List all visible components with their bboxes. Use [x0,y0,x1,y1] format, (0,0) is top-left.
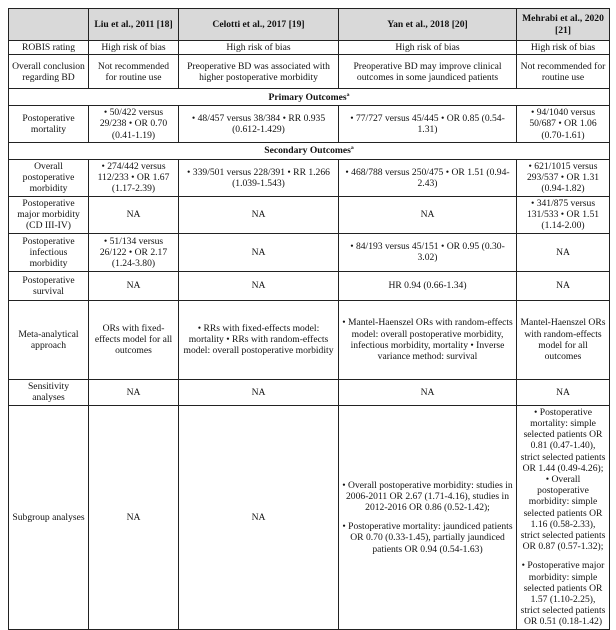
column-header-study: Yan et al., 2018 [20] [339,9,517,41]
row-label: Subgroup analyses [9,405,89,629]
table-cell: NA [517,379,610,405]
table-cell: • 341/875 versus 131/533 • OR 1.51 (1.14-2.00) [517,196,610,233]
table-cell: NA [179,405,339,629]
row-label: Postoperative mortality [9,106,89,143]
table-row [9,41,610,55]
table-cell: Preoperative BD was associated with higher postoperative morbidity [179,55,339,89]
table-cell: • Mantel-Haenszel ORs with random-effects model: overall postoperative morbidity, infectious morbidity, mortality • Inverse variance method: survival [339,300,517,379]
table-row [9,300,610,379]
table-row [9,196,610,233]
table-row [9,159,610,196]
table-cell: • 84/193 versus 45/151 • OR 0.95 (0.30-3.02) [339,233,517,271]
table-cell: NA [517,233,610,271]
table-cell: • 468/788 versus 250/475 • OR 1.51 (0.94-2.43) [339,159,517,196]
column-header-study: Liu et al., 2011 [18] [89,9,179,41]
table-cell: High risk of bias [339,41,517,55]
header-row [9,9,610,41]
table-cell: NA [339,196,517,233]
table-cell: High risk of bias [517,41,610,55]
table-cell: NA [179,271,339,300]
table-cell: • 94/1040 versus 50/687 • OR 1.06 (0.70-1.61) [517,106,610,143]
row-label: Overall conclusion regarding BD [9,55,89,89]
table-cell: • 77/727 versus 45/445 • OR 0.85 (0.54-1.31) [339,106,517,143]
section-heading: Secondary Outcomesª [9,142,610,159]
column-header-study: Mehrabi et al., 2020 [21] [517,9,610,41]
row-label: Overall postoperative morbidity [9,159,89,196]
table-cell: Not recommended for routine use [517,55,610,89]
table-cell: NA [339,379,517,405]
table-cell: • 274/442 versus 112/233 • OR 1.67 (1.17-2.39) [89,159,179,196]
table-cell: • 339/501 versus 228/391 • RR 1.266 (1.039-1.543) [179,159,339,196]
row-label: Meta-analytical approach [9,300,89,379]
table-cell: NA [179,233,339,271]
table-row [9,379,610,405]
table-cell: • 50/422 versus 29/238 • OR 0.70 (0.41-1.19) [89,106,179,143]
table-cell: Not recommended for routine use [89,55,179,89]
table-cell: Mantel-Haenszel ORs with random-effects model for all outcomes [517,300,610,379]
table-cell: NA [89,196,179,233]
table-cell: NA [89,379,179,405]
row-label: Postoperative survival [9,271,89,300]
table-row [9,405,610,629]
table-cell: NA [89,405,179,629]
table-cell: • 621/1015 versus 293/537 • OR 1.31 (0.94-1.82) [517,159,610,196]
table-row [9,233,610,271]
table-cell: Preoperative BD may improve clinical outcomes in some jaundiced patients [339,55,517,89]
section-heading: Primary Outcomesª [9,89,610,106]
table-cell: NA [517,271,610,300]
table-cell [339,405,517,629]
cell-paragraph: • Postoperative mortality: simple selected patients OR 0.81 (0.47-1.40), strict selected patients OR 1.44 (0.49-4.26); • Overall postoperative morbidity: simple selected patients OR 1.16 (0.58-2.33), strict selected patients OR 0.87 (0.57-1.32); [520,406,606,553]
row-label: Postoperative major morbidity (CD III-IV) [9,196,89,233]
table-cell: • 48/457 versus 38/384 • RR 0.935 (0.612-1.429) [179,106,339,143]
row-label: Postoperative infectious morbidity [9,233,89,271]
section-row [9,142,610,159]
column-header-study: Celotti et al., 2017 [19] [179,9,339,41]
table-cell: High risk of bias [179,41,339,55]
table-row [9,271,610,300]
column-header-blank [9,9,89,41]
cell-paragraph: • Postoperative mortality: jaundiced patients OR 0.70 (0.33-1.45), partially jaundiced patients OR 0.94 (0.54-1.63) [342,521,513,555]
row-label: ROBIS rating [9,41,89,55]
table-cell: • 51/134 versus 26/122 • OR 2.17 (1.24-3.80) [89,233,179,271]
table-row [9,106,610,143]
table-cell: NA [179,196,339,233]
cell-paragraph: • Overall postoperative morbidity: studies in 2006-2011 OR 2.67 (1.71-4.16), studies in 2012-2016 OR 0.86 (0.52-1.42); [342,479,513,514]
section-row [9,89,610,106]
table-cell: NA [89,271,179,300]
table-cell [517,405,610,629]
review-comparison-table [8,8,610,630]
table-cell: NA [179,379,339,405]
cell-paragraph: • Postoperative major morbidity: simple selected patients OR 1.57 (1.10-2.25), strict selected patients OR 0.51 (0.18-1.42) [520,560,606,628]
table-cell: ORs with fixed-effects model for all outcomes [89,300,179,379]
row-label: Sensitivity analyses [9,379,89,405]
table-row [9,55,610,89]
table-cell: • RRs with fixed-effects model: mortality • RRs with random-effects model: overall postoperative morbidity [179,300,339,379]
table-cell: High risk of bias [89,41,179,55]
table-cell: HR 0.94 (0.66-1.34) [339,271,517,300]
